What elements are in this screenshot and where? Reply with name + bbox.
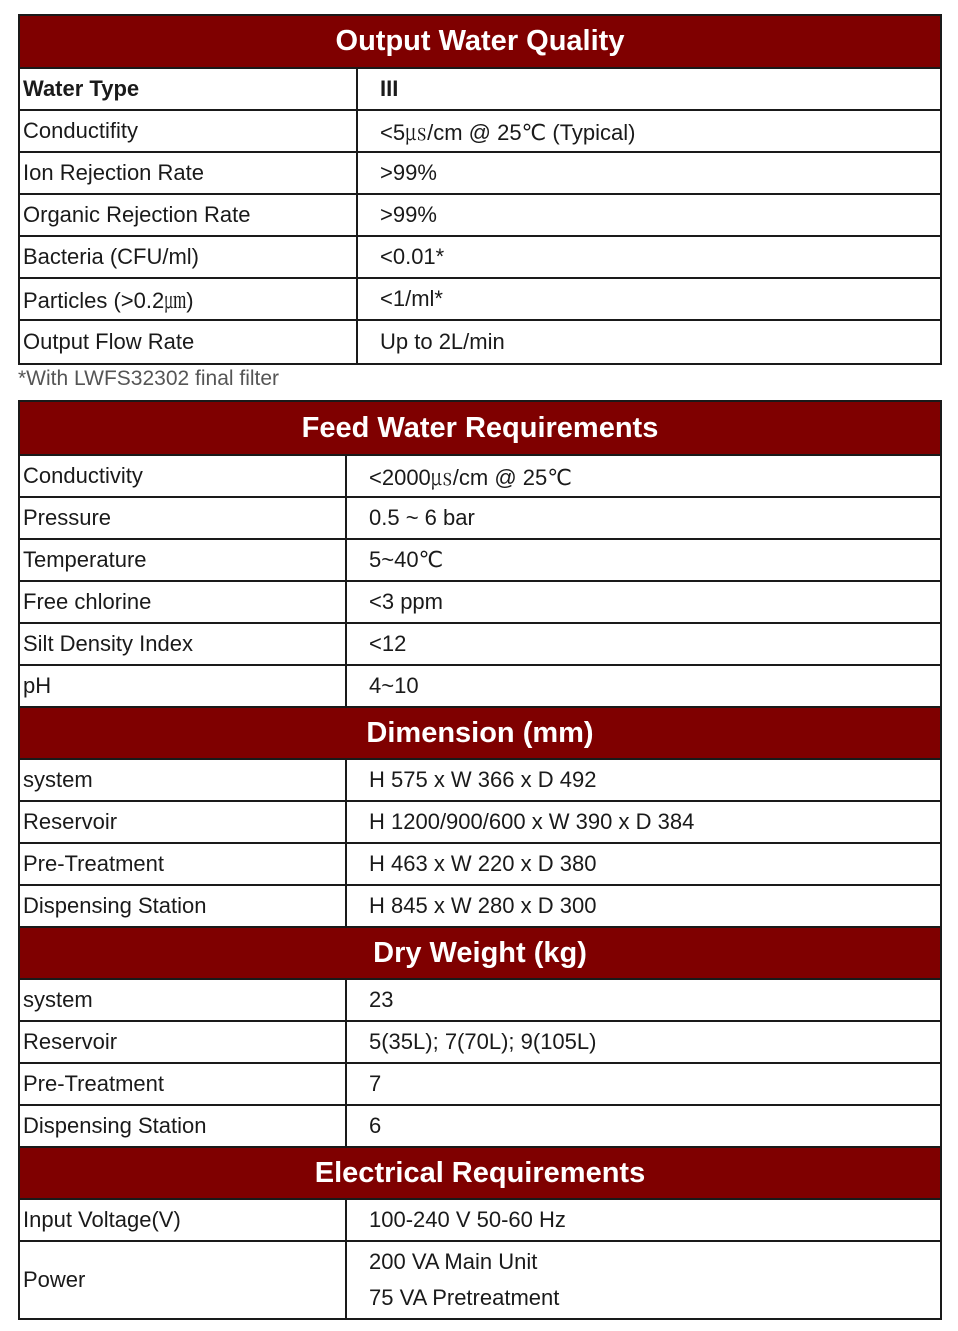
row-label: Input Voltage(V) xyxy=(20,1200,347,1240)
row-label: Organic Rejection Rate xyxy=(20,195,358,235)
table-row xyxy=(20,760,940,802)
requirements-table xyxy=(18,400,942,1320)
row-label: pH xyxy=(20,666,347,706)
table-row xyxy=(20,498,940,540)
table-row xyxy=(20,1106,940,1148)
row-label: Pre-Treatment xyxy=(20,844,347,884)
output-water-quality-table xyxy=(18,14,942,365)
row-value: <5㎲/cm @ 25℃ (Typical) xyxy=(380,119,636,145)
row-label: Particles (>0.2㎛) xyxy=(20,279,358,319)
table-row xyxy=(20,540,940,582)
table-row xyxy=(20,237,940,279)
table-row xyxy=(20,624,940,666)
row-value: III xyxy=(380,76,399,101)
power-pretreatment: 75 VA Pretreatment xyxy=(369,1285,560,1310)
table-row xyxy=(20,279,940,321)
table-row xyxy=(20,666,940,708)
table-row xyxy=(20,886,940,928)
row-value: Up to 2L/min xyxy=(380,329,505,354)
table-row xyxy=(20,69,940,111)
row-value: 5~40℃ xyxy=(369,547,444,572)
table-row xyxy=(20,802,940,844)
table-row xyxy=(20,844,940,886)
section-title-dimension: Dimension (mm) xyxy=(20,708,940,760)
table-row xyxy=(20,1200,940,1242)
row-label: Dispensing Station xyxy=(20,1106,347,1146)
row-label: Reservoir xyxy=(20,802,347,842)
row-label: Pressure xyxy=(20,498,347,538)
table-row xyxy=(20,456,940,498)
row-value: <3 ppm xyxy=(369,589,443,614)
table-row xyxy=(20,111,940,153)
row-value: H 1200/900/600 x W 390 x D 384 xyxy=(369,809,695,834)
row-label: system xyxy=(20,760,347,800)
row-label: system xyxy=(20,980,347,1020)
power-main-unit: 200 VA Main Unit xyxy=(369,1249,538,1274)
section-title-dry-weight: Dry Weight (kg) xyxy=(20,928,940,980)
row-value: 7 xyxy=(369,1071,382,1096)
row-label: Dispensing Station xyxy=(20,886,347,926)
row-value: H 575 x W 366 x D 492 xyxy=(369,767,597,792)
section-title-electrical: Electrical Requirements xyxy=(20,1148,940,1200)
row-label: Ion Rejection Rate xyxy=(20,153,358,193)
section-title-output-water-quality: Output Water Quality xyxy=(20,16,940,69)
table-row xyxy=(20,321,940,363)
row-value: 100-240 V 50-60 Hz xyxy=(369,1207,566,1232)
row-value: 0.5 ~ 6 bar xyxy=(369,505,475,530)
row-value: 6 xyxy=(369,1113,382,1138)
footnote: *With LWFS32302 final filter xyxy=(18,367,280,390)
row-label: Free chlorine xyxy=(20,582,347,622)
table-row xyxy=(20,195,940,237)
row-value: <2000㎲/cm @ 25℃ xyxy=(369,464,572,490)
row-value xyxy=(347,1242,559,1318)
row-value: H 463 x W 220 x D 380 xyxy=(369,851,597,876)
table-row xyxy=(20,153,940,195)
row-label: Conductivity xyxy=(20,456,347,496)
row-value: >99% xyxy=(380,202,437,227)
table-row xyxy=(20,980,940,1022)
row-value: 23 xyxy=(369,987,394,1012)
row-value: <12 xyxy=(369,631,407,656)
row-label: Reservoir xyxy=(20,1022,347,1062)
row-value: <0.01* xyxy=(380,244,445,269)
table-row xyxy=(20,1242,940,1318)
row-label: Output Flow Rate xyxy=(20,321,358,363)
row-value: <1/ml* xyxy=(380,286,443,311)
row-value: 5(35L); 7(70L); 9(105L) xyxy=(369,1029,597,1054)
row-label: Water Type xyxy=(20,69,358,109)
row-value: H 845 x W 280 x D 300 xyxy=(369,893,597,918)
row-label: Conductifity xyxy=(20,111,358,151)
section-title-feed-water: Feed Water Requirements xyxy=(20,402,940,456)
table-row xyxy=(20,582,940,624)
row-label: Pre-Treatment xyxy=(20,1064,347,1104)
row-label: Power xyxy=(20,1242,347,1318)
row-label: Silt Density Index xyxy=(20,624,347,664)
row-value: 4~10 xyxy=(369,673,419,698)
row-value: >99% xyxy=(380,160,437,185)
row-label: Temperature xyxy=(20,540,347,580)
row-label: Bacteria (CFU/ml) xyxy=(20,237,358,277)
table-row xyxy=(20,1064,940,1106)
table-row xyxy=(20,1022,940,1064)
